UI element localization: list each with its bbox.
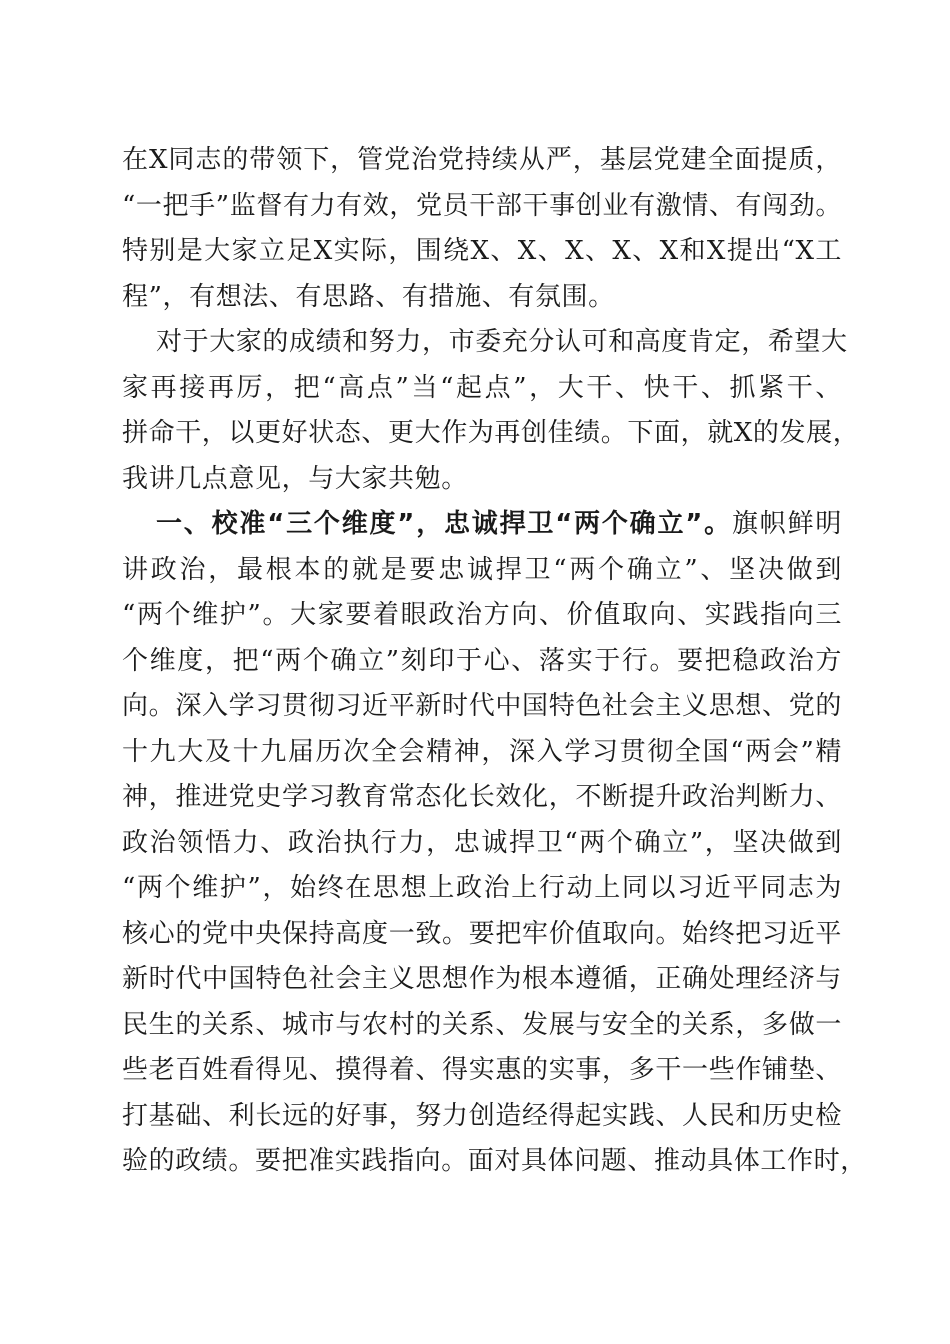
paragraph-line: 打基础、利长远的好事，努力创造经得起实践、人民和历史检 bbox=[122, 1100, 842, 1131]
paragraph-line: 拼命干，以更好状态、更大作为再创佳绩。下面，就X的发展， bbox=[122, 418, 860, 448]
section-1 bbox=[122, 502, 867, 1185]
paragraph-line: 向。深入学习贯彻习近平新时代中国特色社会主义思想、党的 bbox=[122, 691, 842, 721]
section-heading-tail: 旗帜鲜明 bbox=[731, 509, 842, 539]
section-heading: 一、校准“三个维度”，忠诚捍卫“两个确立”。 bbox=[156, 509, 732, 539]
paragraph-line: 政治领悟力、政治执行力，忠诚捍卫“两个确立”，坚决做到 bbox=[122, 827, 842, 858]
paragraph-line: 程”，有想法、有思路、有措施、有氛围。 bbox=[122, 281, 615, 312]
paragraph-line: 些老百姓看得见、摸得着、得实惠的实事，多干一些作铺垫、 bbox=[122, 1055, 842, 1085]
document-body bbox=[122, 138, 867, 1185]
paragraph-line: 个维度，把“两个确立”刻印于心、落实于行。要把稳政治方 bbox=[122, 645, 842, 676]
paragraph-line: 神，推进党史学习教育常态化长效化，不断提升政治判断力、 bbox=[122, 782, 842, 812]
paragraph-line: 核心的党中央保持高度一致。要把牢价值取向。始终把习近平 bbox=[122, 918, 842, 949]
paragraph-line: 家再接再厉，把“高点”当“起点”，大干、快干、抓紧干、 bbox=[122, 372, 842, 403]
paragraph-line: “两个维护”，始终在思想上政治上行动上同以习近平同志为 bbox=[122, 873, 842, 903]
paragraph-line: 民生的关系、城市与农村的关系、发展与安全的关系，多做一 bbox=[122, 1009, 842, 1040]
section-heading-line bbox=[122, 502, 842, 548]
paragraph-line: 新时代中国特色社会主义思想作为根本遵循，正确处理经济与 bbox=[122, 964, 842, 994]
paragraph-line: “一把手”监督有力有效，党员干部干事创业有激情、有闯劲。 bbox=[122, 190, 842, 221]
paragraph-line: 特别是大家立足X实际，围绕X、X、X、X、X和X提出“X工 bbox=[122, 236, 842, 266]
paragraph-line: 在X同志的带领下，管党治党持续从严，基层党建全面提质， bbox=[122, 145, 842, 175]
paragraph-line: 我讲几点意见，与大家共勉。 bbox=[122, 463, 468, 494]
paragraph-line: 验的政绩。要把准实践指向。面对具体问题、推动具体工作时， bbox=[122, 1146, 867, 1176]
paragraph-line: 讲政治，最根本的就是要忠诚捍卫“两个确立”、坚决做到 bbox=[122, 554, 842, 585]
paragraph-line: 对于大家的成绩和努力，市委充分认可和高度肯定，希望大 bbox=[156, 327, 848, 357]
paragraph-line: 十九大及十九届历次全会精神，深入学习贯彻全国“两会”精 bbox=[122, 736, 842, 767]
paragraph-2 bbox=[122, 320, 860, 502]
paragraph-line: “两个维护”。大家要着眼政治方向、价值取向、实践指向三 bbox=[122, 600, 842, 630]
paragraph-1 bbox=[122, 138, 842, 320]
